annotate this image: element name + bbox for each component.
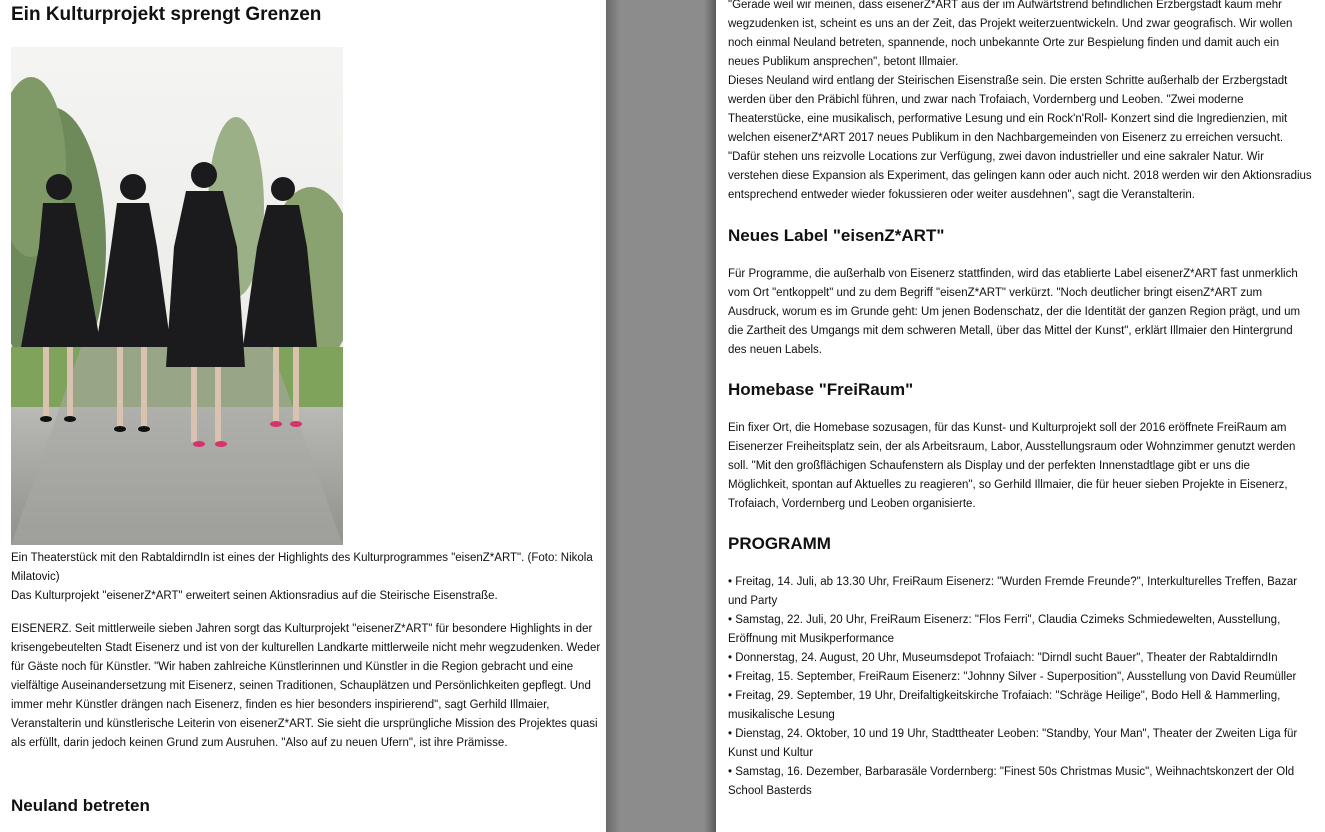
program-item: • Samstag, 22. Juli, 20 Uhr, FreiRaum Eisenerz: "Flos Ferri", Claudia Czimeks Schmiedewelten, Ausstellung, Eröffnung mit Musikperformance <box>728 614 1281 645</box>
homebase-text-block <box>728 419 1313 514</box>
article-photo <box>11 47 343 545</box>
program-item: • Freitag, 29. September, 19 Uhr, Dreifaltigkeitskirche Trofaiach: "Schräge Heilige", Bodo Hell & Hammerling, musikalische Lesung <box>728 690 1281 721</box>
intro-paragraph: EISENERZ. Seit mittlerweile sieben Jahren sorgt das Kulturprojekt "eisenerZ*ART" für besondere Highlights in der krisengebeutelten Stadt Eisenerz und ist von der kulturellen Landkarte mittlerweile nicht mehr wegzudenken. Weder für Gäste noch für Künstler. "Wir haben zahlreiche Künstlerinnen und Künstler in die Region gebracht und eine vielfältige Auseinandersetzung mit Eisenerz, seinen Traditionen, Schauplätzen und Persönlichkeiten gepflegt. Und immer mehr Künstler drängen nach Eisenerz, finden es hier besonders inspirierend", sagt Gerhild Illmaier, Veranstalterin und künstlerische Leiterin von eisenerZ*ART. Sie sieht die ursprüngliche Mission des Projektes quasi als erfüllt, darin jedoch keinen Grund zum Ausruhen. "Also auf zu neuen Ufern", ist ihre Prämisse. <box>11 623 601 749</box>
label-paragraph: Für Programme, die außerhalb von Eisenerz stattfinden, wird das etablierte Label eisenerZ*ART fast unmerklich vom Ort "entkoppelt" und zu dem Begriff "eisenZ*ART" verkürzt. "Noch deutlicher bringt eisenZ*ART zum Ausdruck, worum es im Grunde geht: Um jenen Bodenschatz, der die Identität der ganzen Region prägt, und um die Zartheit des Umgangs mit dem schweren Metall, über das Mittel der Kunst", erklärt Illmaier den Hintergrund des neuen Labels. <box>728 268 1301 356</box>
section-heading-label: Neues Label "eisenZ*ART" <box>728 226 945 245</box>
program-item: • Dienstag, 24. Oktober, 10 und 19 Uhr, Stadttheater Leoben: "Standby, Your Man", Theater der Zweiten Liga für Kunst und Kultur <box>728 728 1298 759</box>
program-item: • Samstag, 16. Dezember, Barbarasäle Vordernberg: "Finest 50s Christmas Music", Weihnachtskonzert der Old School Basterds <box>728 766 1295 797</box>
neuland-paragraph-1: "Gerade weil wir meinen, dass eisenerZ*ART aus der im Aufwärtstrend befindlichen Erzbergstadt kaum mehr wegzudenken ist, scheint es uns an der Zeit, das Projekt weiterzuentwickeln. Und zwar geografisch. Wir wollen noch einmal Neuland betreten, spannende, noch unbekannte Orte zur Bespielung finden und damit auch ein neues Publikum ansprechen", betont Illmaier. <box>728 0 1293 68</box>
article-title: Ein Kulturprojekt sprengt Grenzen <box>11 4 322 25</box>
article-lead: Das Kulturprojekt "eisenerZ*ART" erweitert seinen Aktionsradius auf die Steirische Eisenstraße. <box>11 590 498 602</box>
intro-paragraph-block <box>11 620 606 753</box>
program-list-block <box>728 573 1313 801</box>
program-item: • Freitag, 15. September, FreiRaum Eisenerz: "Johnny Silver - Superposition", Ausstellung von David Reumüller <box>728 671 1297 683</box>
gutter-shadow-right <box>704 0 716 832</box>
section-heading-homebase: Homebase "FreiRaum" <box>728 380 914 399</box>
label-text-block <box>728 265 1313 360</box>
homebase-paragraph: Ein fixer Ort, die Homebase sozusagen, für das Kunst- und Kulturprojekt soll der 2016 eröffnete FreiRaum am Eisenerzer Freiheitsplatz sein, der als Arbeitsraum, Labor, Ausstellungsraum oder Wohnzimmer genutzt werden soll. "Mit den großflächigen Schaufenstern als Display und der perfekten Innenstadtlage gibt er uns die Möglichkeit, spontan auf Aktuelles zu reagieren", so Gerhild Illmaier, die für heuer sieben Projekte in Eisenerz, Trofaiach, Vordernberg und Leoben organisierte. <box>728 422 1296 510</box>
program-list <box>728 573 1313 801</box>
section-heading-programm: PROGRAMM <box>728 534 831 553</box>
page-gutter <box>606 0 716 832</box>
neuland-paragraph-2: Dieses Neuland wird entlang der Steirischen Eisenstraße sein. Die ersten Schritte außerhalb der Erzbergstadt werden über den Präbichl führen, und zwar nach Trofaiach, Vordernberg und Leoben. "Zwei moderne Theaterstücke, eine musikalisch, performative Lesung und ein Rock'n'Roll- Konzert sind die Ingredienzien, mit welchen eisenerZ*ART 2017 neues Publikum in den Nachbargemeinden von Eisenerz zu erreichen versucht. "Dafür stehen uns reizvolle Locations zur Verfügung, zwei davon industrieller und eine sakraler Natur. Wir verstehen diese Expansion als Experiment, das gelingen kann oder auch nicht. 2018 werden wir den Aktionsradius entsprechend entweder wieder fokussieren oder weiter ausdehnen", sagt die Veranstalterin. <box>728 75 1312 201</box>
section-heading-neuland: Neuland betreten <box>11 796 150 815</box>
program-item: • Freitag, 14. Juli, ab 13.30 Uhr, FreiRaum Eisenerz: "Wurden Fremde Freunde?", Interkulturelles Treffen, Bazar und Party <box>728 576 1298 607</box>
gutter-shadow-left <box>606 0 620 832</box>
program-item: • Donnerstag, 24. August, 20 Uhr, Museumsdepot Trofaiach: "Dirndl sucht Bauer", Theater der RabtaldirndIn <box>728 652 1278 664</box>
left-page <box>11 0 601 815</box>
photo-caption: Ein Theaterstück mit den RabtaldirndIn ist eines der Highlights des Kulturprogrammes "eisenZ*ART". (Foto: Nikola Milatovic) <box>11 552 593 583</box>
neuland-text-block <box>728 0 1313 205</box>
photo-caption-block <box>11 549 606 606</box>
